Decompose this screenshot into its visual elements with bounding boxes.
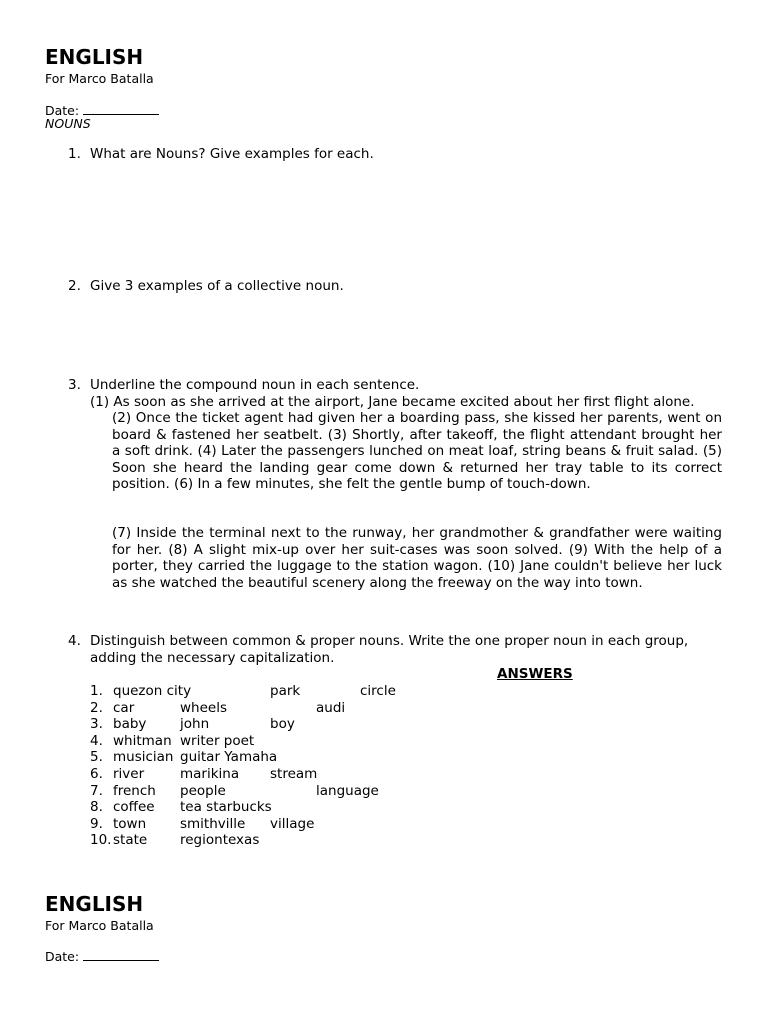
answer-number: 9. — [90, 815, 103, 832]
question-text: What are Nouns? Give examples for each. — [90, 146, 374, 162]
answer-word: french — [113, 782, 156, 799]
question-text-continued: adding the necessary capitalization. — [90, 650, 335, 666]
answer-word: regiontexas — [180, 832, 260, 849]
answer-number: 3. — [90, 716, 103, 733]
answer-word: whitman — [113, 732, 172, 749]
date-field-repeat — [45, 948, 159, 964]
page-title: ENGLISH — [45, 45, 144, 69]
question-text: Distinguish between common & proper nouns. Write the one proper noun in each group, — [90, 633, 689, 649]
answer-word: boy — [270, 716, 295, 733]
answer-number: 5. — [90, 749, 103, 766]
question-number: 2. — [68, 278, 81, 294]
answer-word: car — [113, 699, 135, 716]
date-blank-line — [83, 102, 159, 115]
answer-word: river — [113, 766, 145, 782]
answer-word: wheels — [180, 699, 227, 716]
answer-word: smithville — [180, 815, 246, 832]
answer-word: village — [270, 815, 315, 832]
subtitle-repeat: For Marco Batalla — [45, 918, 154, 933]
q3-sentence-1: (1) As soon as she arrived at the airport, Jane became excited about her first flight alone. — [90, 394, 695, 410]
question-number: 4. — [68, 633, 81, 649]
date-label: Date: — [45, 949, 80, 964]
topic-label: NOUNS — [45, 116, 91, 131]
answer-word: people — [180, 782, 226, 799]
answer-word: tea starbucks — [180, 799, 272, 816]
answer-word: stream — [270, 766, 318, 782]
answer-word: town — [113, 815, 147, 832]
answer-word: state — [113, 832, 148, 849]
answer-word: circle — [360, 683, 396, 699]
q3-paragraph-1: (2) Once the ticket agent had given her a boarding pass, she kissed her parents, went on board & fastened her seatbelt. (3) Shortly, after takeoff, the flight attendant brought her a soft drink. (4) Later the passengers lunched on meat loaf, string beans & fruit salad. (5) Soon she heard the landing gear come down & returned her tray table to its correct position. (6) In a few minutes, she felt the gentle bump of touch-down. — [112, 410, 722, 493]
answer-word: musician — [113, 749, 174, 766]
answer-word: john — [180, 716, 210, 733]
answer-number: 6. — [90, 766, 103, 782]
date-label: Date: — [45, 103, 80, 118]
answer-word: coffee — [113, 799, 155, 816]
answer-number: 4. — [90, 732, 103, 749]
date-blank-line — [83, 948, 159, 961]
answer-number: 8. — [90, 799, 103, 816]
answer-word: language — [316, 782, 379, 799]
answer-word: guitar Yamaha — [180, 749, 278, 766]
question-number: 3. — [68, 377, 81, 393]
answer-word: quezon city — [113, 683, 192, 699]
q3-paragraph-2: (7) Inside the terminal next to the runway, her grandmother & grandfather were waiting for her. (8) A slight mix-up over her suit-cases was soon solved. (9) With the help of a porter, they carried the luggage to the station wagon. (10) Jane couldn't believe her luck as she watched the beautiful scenery along the freeway on the way into town. — [112, 525, 722, 591]
subtitle: For Marco Batalla — [45, 71, 154, 86]
answer-number: 1. — [90, 683, 103, 699]
answer-number: 10. — [90, 832, 112, 849]
answer-number: 7. — [90, 782, 103, 799]
question-text: Underline the compound noun in each sentence. — [90, 377, 420, 393]
answer-word: writer poet — [180, 732, 255, 749]
answer-word: audi — [316, 699, 346, 716]
answer-word: park — [270, 683, 301, 699]
question-text: Give 3 examples of a collective noun. — [90, 278, 344, 294]
answer-number: 2. — [90, 699, 103, 716]
answers-heading: ANSWERS — [497, 666, 573, 682]
answer-word: marikina — [180, 766, 240, 782]
question-number: 1. — [68, 146, 81, 162]
page-title-repeat: ENGLISH — [45, 892, 144, 916]
answer-word: baby — [113, 716, 147, 733]
